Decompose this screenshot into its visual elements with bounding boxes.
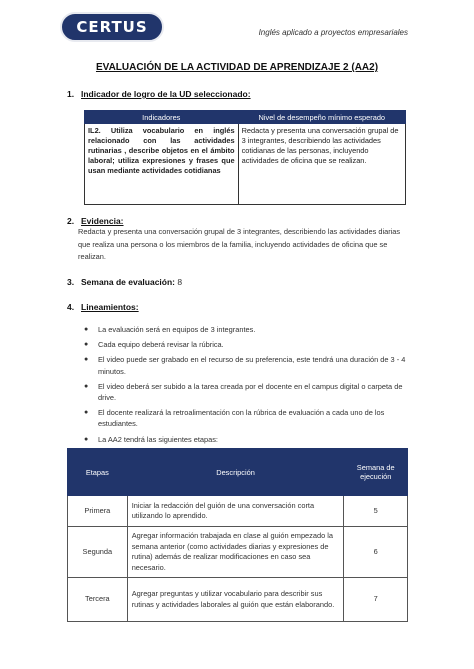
table-row (68, 578, 408, 622)
indicator-text: IL2. Utiliza vocabulario en inglés relacionado con las actividades rutinarias , describe objetos en el ámbito laboral; utiliza expresiones y frases que usan mediante actividades cotidianas (85, 124, 239, 205)
stages-header-description: Descripción (127, 449, 344, 496)
certus-logo (60, 12, 164, 42)
section-1-label: Indicador de logro de la UD seleccionado: (81, 89, 251, 99)
stage-description: Agregar información trabajada en clase al guión empezado la semana anterior (como actividades diarias y expresiones de rutina) además de realizar modificaciones en caso sea necesario. (127, 527, 344, 578)
table-row (68, 496, 408, 527)
stages-table-header (68, 449, 408, 496)
header-tagline: Inglés aplicado a proyectos empresariales (258, 28, 408, 37)
bullet-icon: ● (84, 356, 89, 364)
bullet-icon: ● (84, 341, 89, 349)
list-item-text: El docente realizará la retroalimentación con la rúbrica de evaluación a cada uno de los estudiantes. (98, 408, 385, 429)
section-2-heading (67, 216, 124, 226)
list-item (84, 324, 414, 335)
indicator-table-header (85, 111, 406, 124)
page-title: EVALUACIÓN DE LA ACTIVIDAD DE APRENDIZAJE 2 (AA2) (95, 62, 379, 73)
list-item-text: La AA2 tendrá las siguientes etapas: (98, 434, 218, 444)
stage-week: 7 (344, 578, 408, 622)
bullet-icon: ● (84, 409, 89, 417)
stage-week: 5 (344, 496, 408, 527)
stages-header-week: Semana de ejecución (344, 449, 408, 496)
stage-description: Agregar preguntas y utilizar vocabulario para describir sus rutinas y actividades laborales al guión que están elaborando. (127, 578, 344, 622)
list-item (84, 354, 414, 376)
section-4-heading (67, 302, 139, 312)
logo-text: CERTUS (76, 18, 148, 36)
stage-description: Iniciar la redacción del guión de una conversación corta utilizando lo aprendido. (127, 496, 344, 527)
section-3-label: Semana de evaluación: (81, 277, 176, 287)
section-1-number: 1. (67, 89, 75, 99)
indicator-header-col-2: Nivel de desempeño mínimo esperado (238, 111, 405, 124)
bullet-icon: ● (84, 326, 89, 333)
list-item (84, 434, 414, 445)
list-item-text: El video puede ser grabado en el recurso de su preferencia, este tendrá una duración de 3 - 4 minutos. (98, 355, 406, 376)
section-1-heading (67, 89, 251, 99)
stages-header-stage: Etapas (68, 449, 128, 496)
bullet-icon: ● (84, 382, 89, 390)
list-item (84, 381, 414, 403)
section-2-number: 2. (67, 216, 75, 226)
guidelines-list (84, 324, 414, 449)
indicator-header-col-1: Indicadores (85, 111, 239, 124)
indicator-table (84, 110, 406, 205)
list-item-text: Cada equipo deberá revisar la rúbrica. (98, 340, 224, 350)
stage-name: Tercera (68, 578, 128, 622)
section-3-number: 3. (67, 277, 75, 287)
list-item (84, 407, 414, 429)
stages-table (67, 448, 408, 622)
stage-name: Primera (68, 496, 128, 527)
stage-name: Segunda (68, 527, 128, 578)
indicator-table-row (85, 124, 406, 205)
section-4-number: 4. (67, 302, 75, 312)
evaluation-week-value: 8 (177, 277, 183, 287)
list-item-text: El video deberá ser subido a la tarea creada por el docente en el campus digital o carpeta de drive. (98, 381, 403, 403)
bullet-icon: ● (84, 435, 89, 443)
section-3-heading (67, 277, 182, 287)
evidence-text: Redacta y presenta una conversación grupal de 3 integrantes, describiendo las actividades diarias que realiza una persona o los miembros de la familia, incluyendo actividades de oficina que se realizan. (78, 227, 401, 261)
section-2-label: Evidencia: (81, 216, 124, 226)
performance-text: Redacta y presenta una conversación grupal de 3 integrantes, describiendo las actividades cotidianas de las personas, incluyendo actividades de oficina que se realizan. (238, 124, 405, 205)
list-item-text: La evaluación será en equipos de 3 integrantes. (98, 325, 256, 334)
table-row (68, 527, 408, 578)
list-item (84, 339, 414, 350)
section-4-label: Lineamientos: (81, 302, 139, 312)
stage-week: 6 (344, 527, 408, 578)
